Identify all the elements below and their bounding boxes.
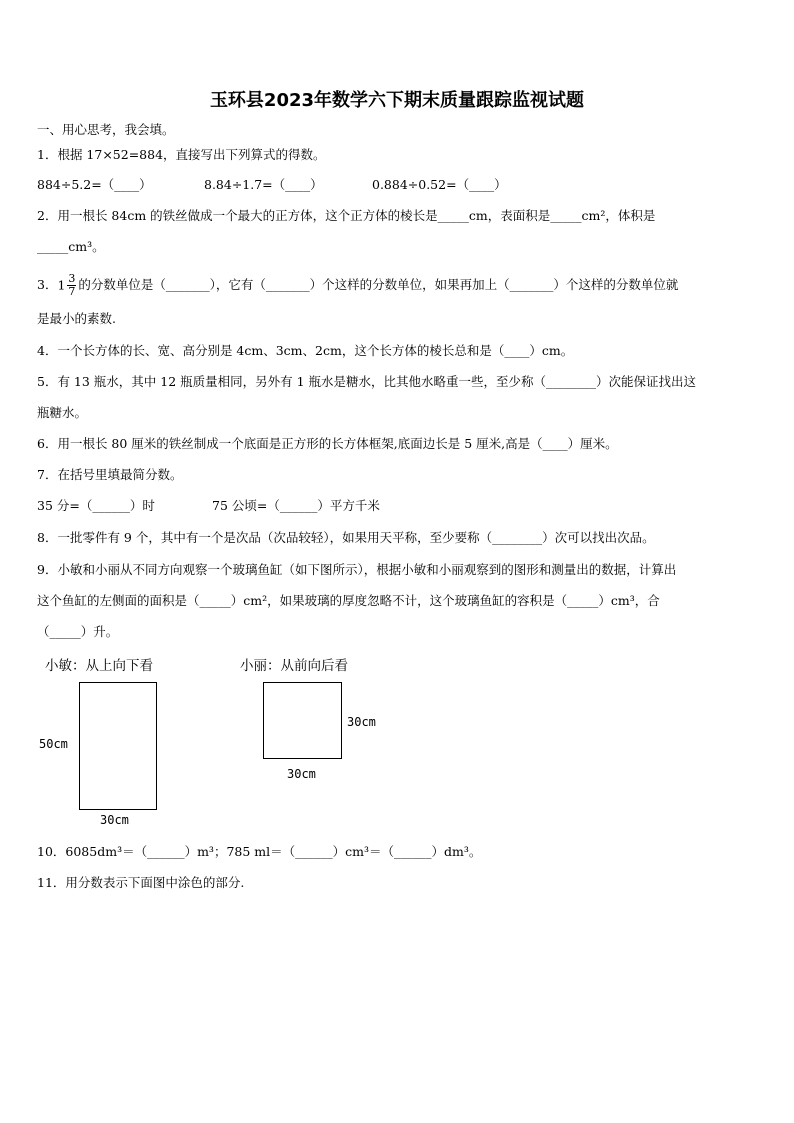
question-1-part-c: 0.884÷0.52=（____） [372, 177, 507, 192]
question-7-part-a: 35 分=（______）时 [37, 498, 155, 513]
question-3-number: 3． [37, 277, 58, 292]
question-3-text-cont: 是最小的素数. [37, 311, 116, 326]
question-3-text: 的分数单位是（_______），它有（_______）个这样的分数单位，如果再加上（_______）个这样的分数单位就 [78, 277, 679, 292]
question-2-text-cont: _____cm³。 [37, 239, 105, 254]
question-1-text: 1．根据 17×52=884，直接写出下列算式的得数。 [37, 147, 326, 162]
question-10-text: 10．6085dm³＝（______）m³；785 ml＝（______）cm³＝（______）dm³。 [37, 844, 482, 859]
front-view-height-label: 30cm [347, 715, 376, 729]
question-8-text: 8．一批零件有 9 个，其中有一个是次品（次品较轻），如果用天平称，至少要称（________）次可以找出次品。 [37, 530, 655, 545]
question-1-part-b: 8.84÷1.7=（____） [204, 177, 323, 192]
fraction-denominator: 7 [68, 285, 76, 298]
top-view-rectangle [79, 682, 157, 810]
mixed-number-whole: 1 [57, 277, 66, 293]
question-6-text: 6．用一根长 80 厘米的铁丝制成一个底面是正方形的长方体框架,底面边长是 5 厘米,高是（____）厘米。 [37, 436, 618, 451]
fraction [67, 273, 76, 298]
question-9-text-cont: 这个鱼缸的左侧面的面积是（_____）cm²，如果玻璃的厚度忽略不计，这个玻璃鱼缸的容积是（_____）cm³，合 [37, 593, 660, 608]
question-5-text: 5．有 13 瓶水，其中 12 瓶质量相同，另外有 1 瓶水是糖水，比其他水略重一些，至少称（________）次能保证找出这 [37, 374, 697, 389]
question-7-text: 7．在括号里填最简分数。 [37, 467, 183, 482]
section-heading: 一、用心思考，我会填。 [37, 122, 175, 137]
question-1-part-a: 884÷5.2=（____） [37, 177, 152, 192]
front-view-caption: 小丽：从前向后看 [240, 658, 348, 674]
question-4-text: 4．一个长方体的长、宽、高分别是 4cm、3cm、2cm，这个长方体的棱长总和是（____）cm。 [37, 343, 574, 358]
question-2-text: 2．用一根长 84cm 的铁丝做成一个最大的正方体，这个正方体的棱长是_____cm，表面积是_____cm²，体积是 [37, 208, 656, 223]
page-title: 玉环县2023年数学六下期末质量跟踪监视试题 [209, 90, 585, 111]
front-view-width-label: 30cm [287, 767, 316, 781]
question-11-text: 11．用分数表示下面图中涂色的部分. [37, 875, 245, 890]
question-7-part-b: 75 公顷=（______）平方千米 [212, 498, 380, 513]
question-9-text: 9．小敏和小丽从不同方向观察一个玻璃鱼缸（如下图所示），根据小敏和小丽观察到的图形和测量出的数据，计算出 [37, 562, 677, 577]
question-5-text-cont: 瓶糖水。 [37, 405, 88, 420]
front-view-rectangle [263, 682, 342, 759]
question-9-text-cont2: （_____）升。 [37, 624, 119, 639]
top-view-caption: 小敏：从上向下看 [45, 658, 153, 674]
question-3-line [37, 268, 678, 303]
top-view-height-label: 50cm [39, 737, 68, 751]
top-view-width-label: 30cm [100, 813, 129, 827]
fraction-numerator: 3 [68, 272, 76, 285]
